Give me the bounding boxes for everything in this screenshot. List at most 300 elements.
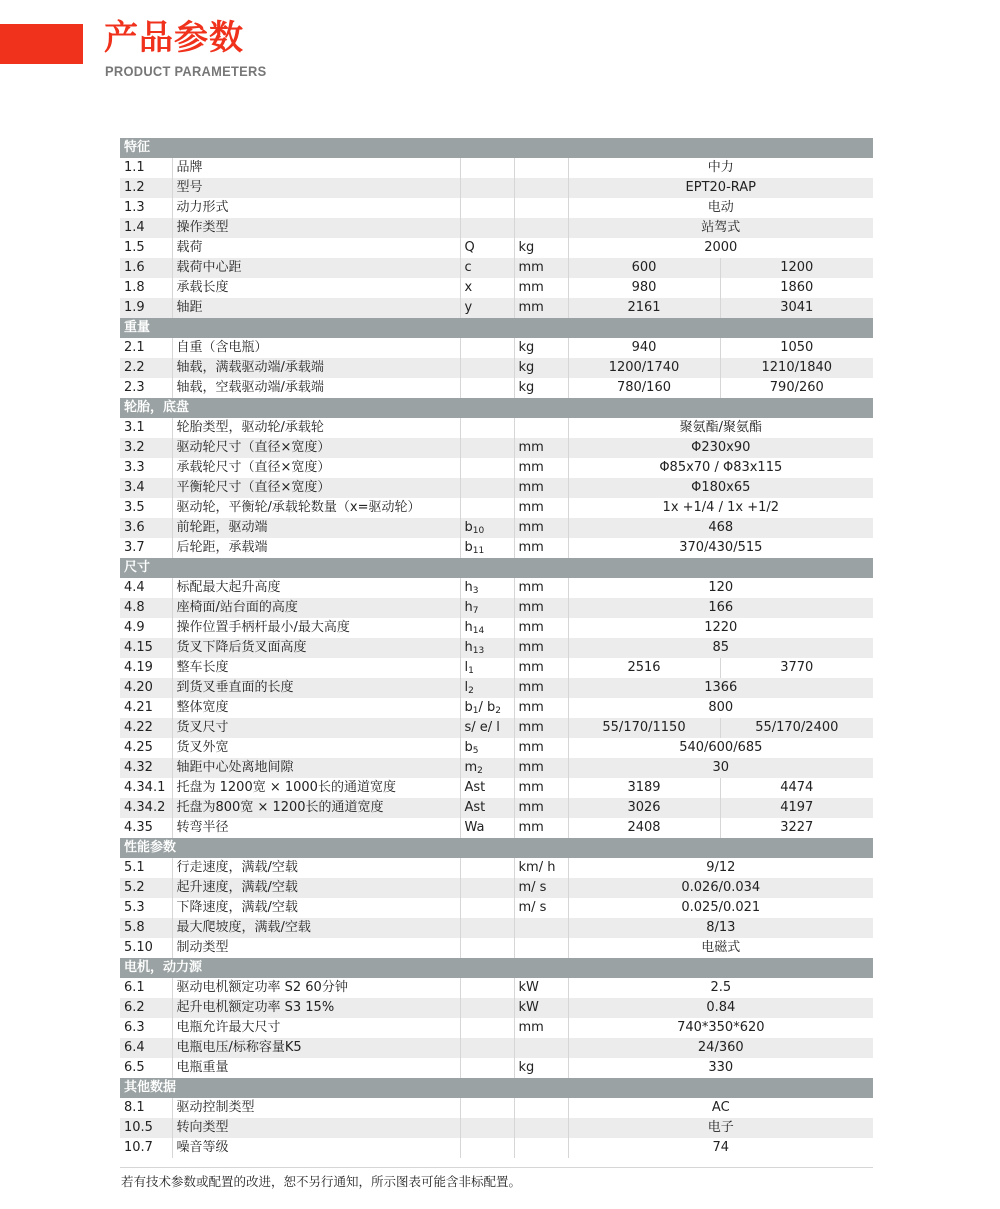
spec-table: [120, 138, 873, 1158]
table-row: [120, 738, 873, 758]
symbol-subscript: 3: [472, 586, 479, 596]
row-label: 操作类型: [172, 218, 460, 238]
row-symbol: [460, 498, 514, 518]
row-label: 动力形式: [172, 198, 460, 218]
table-row: [120, 538, 873, 558]
symbol-text: Ast: [464, 800, 486, 815]
row-symbol: [460, 618, 514, 638]
row-number: 4.15: [120, 638, 172, 658]
row-unit: m/ s: [514, 878, 568, 898]
table-row: [120, 238, 873, 258]
row-label: 平衡轮尺寸（直径×宽度）: [172, 478, 460, 498]
row-unit: mm: [514, 698, 568, 718]
symbol-subscript: 5: [472, 746, 479, 756]
row-value-1: 55/170/1150: [568, 718, 720, 738]
row-symbol: [460, 218, 514, 238]
row-label: 驱动轮，平衡轮/承载轮数量（x=驱动轮）: [172, 498, 460, 518]
row-unit: [514, 178, 568, 198]
row-unit: mm: [514, 498, 568, 518]
section-header: [120, 398, 873, 418]
row-value: 电动: [707, 200, 734, 215]
row-label: 轴载，满载驱动端/承载端: [172, 358, 460, 378]
row-symbol: [460, 1018, 514, 1038]
row-label: 驱动轮尺寸（直径×宽度）: [172, 438, 460, 458]
row-number: 3.5: [120, 498, 172, 518]
row-number: 3.3: [120, 458, 172, 478]
row-number: 6.5: [120, 1058, 172, 1078]
row-symbol: [460, 598, 514, 618]
red-accent-bar: [0, 24, 83, 64]
table-row: [120, 938, 873, 958]
row-number: 5.1: [120, 858, 172, 878]
row-symbol: [460, 938, 514, 958]
table-row: [120, 218, 873, 238]
row-unit: [514, 158, 568, 178]
row-value-2: 3770: [780, 660, 814, 675]
row-value-1: 2161: [568, 298, 720, 318]
row-number: 1.6: [120, 258, 172, 278]
row-value-1: 940: [568, 338, 720, 358]
section-title: 性能参数: [120, 838, 873, 858]
row-unit: mm: [514, 798, 568, 818]
row-value: 中力: [707, 160, 734, 175]
section-title: 特征: [120, 138, 873, 158]
row-symbol: [460, 478, 514, 498]
row-value: 1x +1/4 / 1x +1/2: [662, 500, 780, 515]
table-row: [120, 198, 873, 218]
row-label: 起升电机额定功率 S3 15%: [172, 998, 460, 1018]
row-value-2: 1860: [780, 280, 814, 295]
row-number: 1.1: [120, 158, 172, 178]
table-row: [120, 898, 873, 918]
symbol-text: y: [464, 300, 473, 315]
symbol-subscript: 13: [472, 646, 485, 656]
row-unit: mm: [514, 458, 568, 478]
row-label: 自重（含电瓶）: [172, 338, 460, 358]
row-number: 4.21: [120, 698, 172, 718]
row-unit: mm: [514, 578, 568, 598]
row-label: 货叉外宽: [172, 738, 460, 758]
row-symbol: [460, 818, 514, 838]
row-label: 电瓶允许最大尺寸: [172, 1018, 460, 1038]
row-label: 载荷中心距: [172, 258, 460, 278]
row-value: EPT20-RAP: [568, 178, 873, 198]
row-unit: mm: [514, 818, 568, 838]
row-value: 电磁式: [701, 940, 741, 955]
table-row: [120, 158, 873, 178]
row-unit: m/ s: [514, 898, 568, 918]
row-value-2: 3227: [780, 820, 814, 835]
symbol-text: b: [464, 700, 473, 715]
row-number: 1.3: [120, 198, 172, 218]
symbol-text: c: [464, 260, 472, 275]
row-number: 6.4: [120, 1038, 172, 1058]
row-value: Φ85x70 / Φ83x115: [659, 460, 783, 475]
row-value: Φ180x65: [568, 478, 873, 498]
row-number: 1.4: [120, 218, 172, 238]
row-label: 驱动控制类型: [172, 1098, 460, 1118]
row-unit: [514, 1098, 568, 1118]
table-row: [120, 358, 873, 378]
row-unit: [514, 198, 568, 218]
row-value: 2000: [704, 240, 738, 255]
row-symbol: [460, 358, 514, 378]
row-unit: kg: [514, 378, 568, 398]
row-unit: [514, 1038, 568, 1058]
row-unit: mm: [514, 518, 568, 538]
row-symbol: [460, 518, 514, 538]
table-row: [120, 278, 873, 298]
section-title: 尺寸: [120, 558, 873, 578]
row-symbol: [460, 1058, 514, 1078]
table-row: [120, 1018, 873, 1038]
symbol-text: l: [464, 660, 469, 675]
row-symbol: [460, 198, 514, 218]
page-subtitle: PRODUCT PARAMETERS: [105, 63, 267, 79]
section-header: [120, 558, 873, 578]
row-number: 6.3: [120, 1018, 172, 1038]
row-unit: mm: [514, 638, 568, 658]
row-value: 30: [568, 758, 873, 778]
row-number: 2.3: [120, 378, 172, 398]
row-symbol: [460, 578, 514, 598]
row-unit: [514, 938, 568, 958]
row-number: 4.9: [120, 618, 172, 638]
row-unit: [514, 1118, 568, 1138]
row-unit: mm: [514, 258, 568, 278]
table-row: [120, 1118, 873, 1138]
section-header: [120, 138, 873, 158]
table-row: [120, 998, 873, 1018]
row-unit: mm: [514, 778, 568, 798]
row-value: 540/600/685: [679, 740, 763, 755]
table-row: [120, 298, 873, 318]
row-label: 型号: [172, 178, 460, 198]
table-row: [120, 598, 873, 618]
row-unit: mm: [514, 1018, 568, 1038]
row-label: 承载长度: [172, 278, 460, 298]
row-unit: [514, 1138, 568, 1158]
row-symbol: [460, 798, 514, 818]
row-number: 5.10: [120, 938, 172, 958]
row-value-1: 3189: [568, 778, 720, 798]
row-symbol: [460, 658, 514, 678]
section-title: 重量: [120, 318, 873, 338]
row-symbol: [460, 858, 514, 878]
row-label: 标配最大起升高度: [172, 578, 460, 598]
symbol-text: h: [464, 580, 473, 595]
row-label: 电瓶重量: [172, 1058, 460, 1078]
row-value: 85: [568, 638, 873, 658]
row-unit: [514, 218, 568, 238]
table-row: [120, 438, 873, 458]
row-label: 转弯半径: [172, 818, 460, 838]
row-value-2: 790/260: [769, 380, 824, 395]
row-number: 4.34.2: [120, 798, 172, 818]
row-value: 0.84: [568, 998, 873, 1018]
row-unit: kg: [514, 1058, 568, 1078]
row-label: 轴距中心处离地间隙: [172, 758, 460, 778]
table-row: [120, 1098, 873, 1118]
section-header: [120, 958, 873, 978]
row-value: 2.5: [710, 980, 732, 995]
row-value: 站驾式: [568, 218, 873, 238]
row-symbol: [460, 898, 514, 918]
row-number: 6.1: [120, 978, 172, 998]
table-row: [120, 1138, 873, 1158]
table-row: [120, 658, 873, 678]
table-row: [120, 1058, 873, 1078]
row-number: 3.6: [120, 518, 172, 538]
symbol-text: Wa: [464, 820, 485, 835]
row-label: 承载轮尺寸（直径×宽度）: [172, 458, 460, 478]
row-symbol: [460, 638, 514, 658]
row-unit: mm: [514, 278, 568, 298]
row-unit: mm: [514, 738, 568, 758]
row-label: 起升速度，满载/空载: [172, 878, 460, 898]
row-label: 后轮距，承载端: [172, 538, 460, 558]
table-bottom-rule: [120, 1167, 873, 1168]
row-symbol: [460, 298, 514, 318]
row-label: 轮胎类型，驱动轮/承载轮: [172, 418, 460, 438]
row-label: 品牌: [172, 158, 460, 178]
row-symbol: [460, 458, 514, 478]
row-symbol: [460, 718, 514, 738]
symbol-subscript: 2: [477, 766, 483, 776]
row-label: 噪音等级: [172, 1138, 460, 1158]
row-number: 4.25: [120, 738, 172, 758]
row-label: 货叉下降后货叉面高度: [172, 638, 460, 658]
row-value-1: 2516: [568, 658, 720, 678]
row-value-2: 1210/1840: [720, 358, 873, 378]
section-title: 轮胎，底盘: [120, 398, 873, 418]
row-symbol: [460, 538, 514, 558]
row-unit: mm: [514, 758, 568, 778]
symbol-text: x: [464, 280, 473, 295]
symbol-subscript: 7: [472, 606, 479, 616]
table-row: [120, 458, 873, 478]
row-number: 3.7: [120, 538, 172, 558]
row-unit: mm: [514, 678, 568, 698]
row-number: 1.8: [120, 278, 172, 298]
row-unit: mm: [514, 438, 568, 458]
row-label: 托盘为800宽 × 1200长的通道宽度: [172, 798, 460, 818]
table-row: [120, 778, 873, 798]
table-row: [120, 758, 873, 778]
symbol-text: h: [464, 640, 473, 655]
row-value-1: 3026: [568, 798, 720, 818]
symbol-text: l: [464, 680, 469, 695]
row-value: 468: [568, 518, 873, 538]
row-value: 74: [712, 1140, 730, 1155]
table-row: [120, 378, 873, 398]
table-row: [120, 878, 873, 898]
table-row: [120, 338, 873, 358]
row-label: 托盘为 1200宽 × 1000长的通道宽度: [172, 778, 460, 798]
row-label: 轴载，空载驱动端/承载端: [172, 378, 460, 398]
row-number: 10.7: [120, 1138, 172, 1158]
table-row: [120, 918, 873, 938]
row-number: 5.3: [120, 898, 172, 918]
section-title: 其他数据: [120, 1078, 873, 1098]
symbol-text: Ast: [464, 780, 486, 795]
row-symbol: [460, 158, 514, 178]
row-number: 4.4: [120, 578, 172, 598]
row-value: 24/360: [568, 1038, 873, 1058]
row-symbol: [460, 238, 514, 258]
row-label: 座椅面/站台面的高度: [172, 598, 460, 618]
symbol-text: h: [464, 620, 473, 635]
table-row: [120, 418, 873, 438]
row-number: 10.5: [120, 1118, 172, 1138]
table-row: [120, 638, 873, 658]
table-row: [120, 1038, 873, 1058]
row-value: 0.026/0.034: [568, 878, 873, 898]
row-value-1: 780/160: [568, 378, 720, 398]
row-symbol: [460, 258, 514, 278]
section-header: [120, 318, 873, 338]
spec-table-body: [120, 138, 873, 1158]
row-symbol: [460, 778, 514, 798]
row-number: 4.35: [120, 818, 172, 838]
row-unit: km/ h: [514, 858, 568, 878]
row-number: 1.5: [120, 238, 172, 258]
row-label: 到货叉垂直面的长度: [172, 678, 460, 698]
table-row: [120, 698, 873, 718]
row-unit: [514, 918, 568, 938]
symbol-text-2: / b: [478, 700, 496, 715]
row-label: 轴距: [172, 298, 460, 318]
row-symbol: [460, 1098, 514, 1118]
row-number: 5.8: [120, 918, 172, 938]
symbol-text: b: [464, 540, 473, 555]
row-number: 4.32: [120, 758, 172, 778]
symbol-subscript-2: 2: [495, 706, 501, 716]
row-symbol: [460, 378, 514, 398]
row-value: 电子: [568, 1118, 873, 1138]
row-symbol: [460, 698, 514, 718]
row-number: 4.20: [120, 678, 172, 698]
row-unit: kW: [514, 998, 568, 1018]
row-unit: mm: [514, 478, 568, 498]
row-label: 行走速度，满载/空载: [172, 858, 460, 878]
row-value: 330: [708, 1060, 734, 1075]
row-symbol: [460, 438, 514, 458]
row-value: 120: [708, 580, 734, 595]
symbol-text: b: [464, 740, 473, 755]
row-label: 下降速度，满载/空载: [172, 898, 460, 918]
table-row: [120, 798, 873, 818]
row-number: 1.9: [120, 298, 172, 318]
table-row: [120, 858, 873, 878]
section-title: 电机，动力源: [120, 958, 873, 978]
row-number: 4.19: [120, 658, 172, 678]
row-number: 2.1: [120, 338, 172, 358]
row-value-2: 3041: [720, 298, 873, 318]
row-value: 0.025/0.021: [681, 900, 761, 915]
row-unit: mm: [514, 298, 568, 318]
row-number: 2.2: [120, 358, 172, 378]
row-value: 1366: [568, 678, 873, 698]
footnote: 若有技术参数或配置的改进，恕不另行通知，所示图表可能含非标配置。: [121, 1174, 522, 1189]
row-value-2: 1050: [780, 340, 814, 355]
row-symbol: [460, 758, 514, 778]
symbol-subscript: 1: [472, 706, 479, 716]
symbol-subscript: 10: [472, 526, 485, 536]
symbol-subscript: 1: [468, 666, 474, 676]
row-value: Φ230x90: [568, 438, 873, 458]
row-value: 8/13: [568, 918, 873, 938]
row-unit: kg: [514, 338, 568, 358]
table-row: [120, 818, 873, 838]
symbol-subscript: 11: [472, 546, 485, 556]
row-symbol: [460, 978, 514, 998]
row-label: 货叉尺寸: [172, 718, 460, 738]
row-symbol: [460, 1138, 514, 1158]
row-symbol: [460, 998, 514, 1018]
symbol-subscript: 2: [468, 686, 474, 696]
row-symbol: [460, 178, 514, 198]
row-number: 8.1: [120, 1098, 172, 1118]
table-row: [120, 498, 873, 518]
row-label: 整车长度: [172, 658, 460, 678]
row-label: 前轮距，驱动端: [172, 518, 460, 538]
row-label: 驱动电机额定功率 S2 60分钟: [172, 978, 460, 998]
row-value: AC: [711, 1100, 730, 1115]
row-number: 6.2: [120, 998, 172, 1018]
row-number: 4.8: [120, 598, 172, 618]
row-value-1: 2408: [568, 818, 720, 838]
table-row: [120, 258, 873, 278]
row-value-1: 1200/1740: [568, 358, 720, 378]
row-symbol: [460, 278, 514, 298]
row-unit: kW: [514, 978, 568, 998]
page-title: 产品参数: [104, 18, 244, 58]
table-row: [120, 978, 873, 998]
table-row: [120, 678, 873, 698]
row-value-2: 1200: [720, 258, 873, 278]
section-header: [120, 1078, 873, 1098]
row-value-2: 55/170/2400: [720, 718, 873, 738]
row-value: 166: [568, 598, 873, 618]
symbol-text: b: [464, 520, 473, 535]
row-label: 整体宽度: [172, 698, 460, 718]
row-number: 5.2: [120, 878, 172, 898]
row-value: 740*350*620: [677, 1020, 765, 1035]
row-value-2: 4474: [780, 780, 814, 795]
symbol-text: Q: [464, 240, 475, 255]
row-value: 1220: [704, 620, 738, 635]
row-unit: kg: [514, 358, 568, 378]
row-symbol: [460, 418, 514, 438]
row-symbol: [460, 1038, 514, 1058]
row-number: 3.4: [120, 478, 172, 498]
row-number: 4.22: [120, 718, 172, 738]
row-label: 操作位置手柄杆最小/最大高度: [172, 618, 460, 638]
table-row: [120, 478, 873, 498]
symbol-text: m: [464, 760, 478, 775]
row-value: 聚氨酯/聚氨酯: [679, 420, 762, 435]
row-number: 3.1: [120, 418, 172, 438]
row-label: 转向类型: [172, 1118, 460, 1138]
row-symbol: [460, 1118, 514, 1138]
row-number: 4.34.1: [120, 778, 172, 798]
row-unit: mm: [514, 658, 568, 678]
row-unit: mm: [514, 538, 568, 558]
row-symbol: [460, 338, 514, 358]
row-number: 3.2: [120, 438, 172, 458]
row-value-1: 600: [568, 258, 720, 278]
